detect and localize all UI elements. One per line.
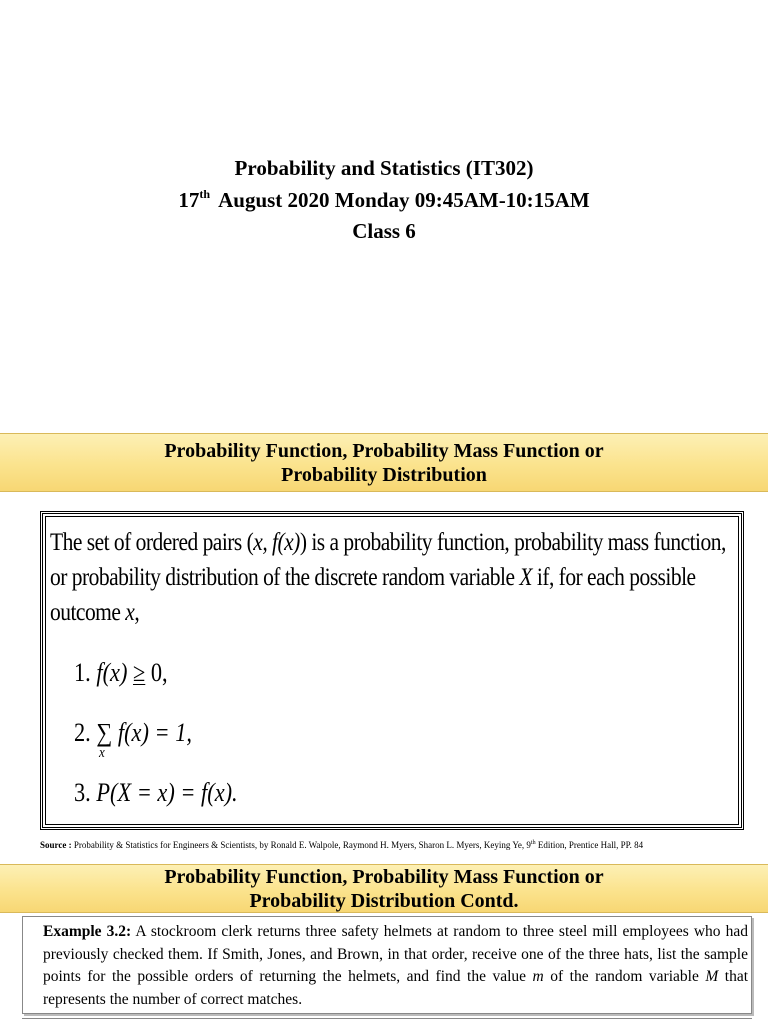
source-sup: th xyxy=(530,840,536,846)
class-number: Class 6 xyxy=(352,219,416,243)
slide-title-block xyxy=(0,153,768,248)
banner-line: Probability Function, Probability Mass Function or xyxy=(164,866,604,888)
definition-inner xyxy=(45,516,739,825)
definition-box xyxy=(40,511,744,830)
geq-symbol: ≥ xyxy=(132,658,146,687)
example-part: of the random variable xyxy=(543,968,706,986)
rule-text: 0, xyxy=(145,658,168,687)
section-banner-contd xyxy=(0,864,768,913)
date-rest: August 2020 Monday 09:45AM-10:15AM xyxy=(218,187,590,212)
date-day: 17 xyxy=(178,187,200,212)
rule-2 xyxy=(74,718,640,778)
definition-rules xyxy=(74,658,640,838)
date-suffix: th xyxy=(199,186,210,201)
banner-line: Probability Distribution Contd. xyxy=(249,890,519,912)
definition-part: The set of ordered pairs ( xyxy=(50,529,254,556)
banner-line: Probability Distribution xyxy=(281,464,487,486)
rule-number: 1. xyxy=(74,658,91,687)
definition-text xyxy=(50,525,730,630)
definition-part: ) is a probability function, probability mass function, or probability distribution of the discrete random variable xyxy=(50,529,726,591)
rule-text: f(x) = 1, xyxy=(117,718,192,747)
sigma-glyph: ∑ xyxy=(96,718,113,747)
example-part: that represents the number of correct matches. xyxy=(43,968,749,1009)
source-label: Source : xyxy=(40,840,72,850)
example-box xyxy=(22,916,752,1014)
source-citation xyxy=(40,840,760,850)
rule-3 xyxy=(74,778,640,838)
sum-subscript: x xyxy=(98,745,105,761)
example-part: A stockroom clerk returns three safety helmets at random to three steel mill employees who had previously checked them. If Smith, Jones, and Brown, in that order, receive one of the three hats, list the sample points for the possible orders of returning the helmets, and find the value xyxy=(43,923,748,986)
example-variable: m xyxy=(532,968,544,986)
definition-outcome: x xyxy=(125,599,135,626)
class-date xyxy=(0,185,768,217)
rule-text: f(x) xyxy=(96,658,133,687)
section-banner-definition xyxy=(0,433,768,492)
source-text: Edition, Prentice Hall, PP. 84 xyxy=(535,840,644,850)
definition-part: if, for each possible outcome xyxy=(50,564,696,626)
rule-number: 3. xyxy=(74,778,91,807)
next-box-edge xyxy=(22,1018,752,1027)
definition-variable: X xyxy=(519,564,533,591)
example-text xyxy=(43,921,748,1012)
example-label: Example 3.2: xyxy=(43,923,132,940)
definition-pair: x, f(x) xyxy=(253,529,300,556)
rule-number: 2. xyxy=(74,718,91,747)
rule-text: P(X = x) = f(x). xyxy=(96,778,238,807)
banner-line: Probability Function, Probability Mass Function or xyxy=(164,440,604,462)
example-variable: M xyxy=(705,968,719,986)
sum-symbol xyxy=(96,718,113,761)
course-title: Probability and Statistics (IT302) xyxy=(234,156,534,180)
definition-part: , xyxy=(134,599,140,626)
rule-1 xyxy=(74,658,640,718)
source-text: Probability & Statistics for Engineers & Scientists, by Ronald E. Walpole, Raymond H. Myers, Sharon L. Myers, Keying Ye, 9 xyxy=(71,840,531,850)
